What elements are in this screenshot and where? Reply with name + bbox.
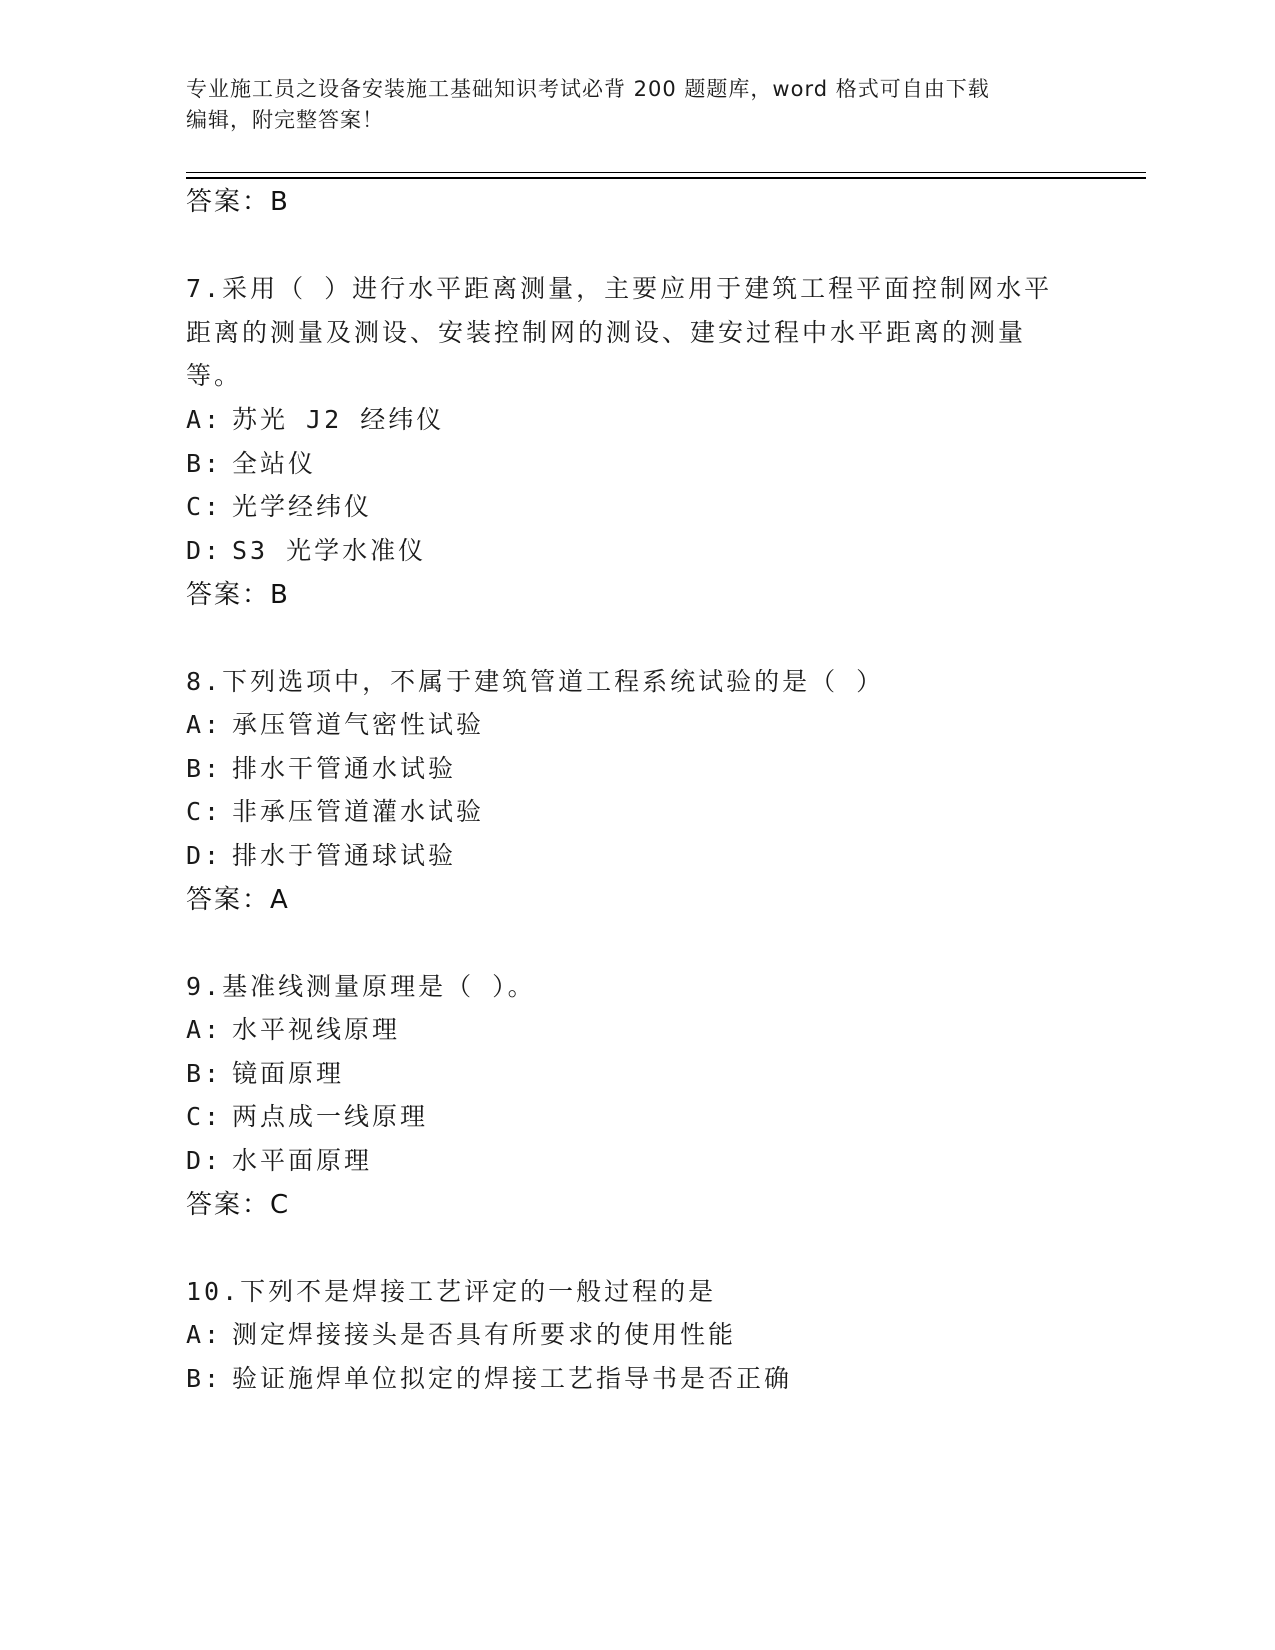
header-rule-bottom: [186, 177, 1146, 179]
question-8-option-d: [186, 841, 456, 871]
option-label: B:: [186, 754, 223, 783]
option-text: 排水干管通水试验: [232, 754, 457, 783]
question-8-stem-line-1: 8.下列选项中，不属于建筑管道工程系统试验的是（ ）: [186, 667, 885, 696]
option-text: 苏光 J2 经纬仪: [232, 405, 445, 434]
question-10-stem-line-1: 10.下列不是焊接工艺评定的一般过程的是: [186, 1277, 717, 1306]
header-rule-top: [186, 172, 1146, 173]
question-9-stem-line-1: 9.基准线测量原理是（ ）。: [186, 972, 536, 1001]
option-label: B:: [186, 449, 223, 478]
question-10-option-a: [186, 1320, 736, 1350]
option-label: C:: [186, 797, 223, 826]
question-8-option-a: [186, 710, 484, 740]
option-text: 两点成一线原理: [232, 1102, 429, 1131]
option-label: C:: [186, 1102, 223, 1131]
question-9-option-a: [186, 1015, 400, 1045]
question-7-option-b: [186, 449, 316, 479]
option-label: A:: [186, 710, 223, 739]
question-9-option-b: [186, 1059, 344, 1089]
option-text: 水平面原理: [232, 1146, 373, 1175]
option-text: 水平视线原理: [232, 1015, 401, 1044]
option-label: D:: [186, 1146, 223, 1175]
question-8-option-b: [186, 754, 456, 784]
question-9-option-c: [186, 1102, 428, 1132]
option-text: 全站仪: [232, 449, 317, 478]
document-header: [186, 74, 1066, 136]
question-9-option-d: [186, 1146, 372, 1176]
option-text: 测定焊接接头是否具有所要求的使用性能: [232, 1320, 737, 1349]
question-8-answer: 答案：A: [186, 885, 290, 915]
option-text: 承压管道气密性试验: [232, 710, 485, 739]
question-7-answer: 答案：B: [186, 580, 290, 610]
question-7-stem-line-2: 距离的测量及测设、安装控制网的测设、建安过程中水平距离的测量: [186, 318, 1027, 347]
option-label: D:: [186, 536, 223, 565]
option-label: A:: [186, 1320, 223, 1349]
header-line-1: 专业施工员之设备安装施工基础知识考试必背 200 题题库，word 格式可自由下载: [186, 77, 990, 101]
option-label: B:: [186, 1364, 223, 1393]
question-9-answer: 答案：C: [186, 1190, 291, 1220]
option-text: 镜面原理: [232, 1059, 345, 1088]
question-7-option-d: [186, 536, 426, 566]
question-10-option-b: [186, 1364, 792, 1394]
option-label: B:: [186, 1059, 223, 1088]
question-7-option-a: [186, 405, 444, 435]
question-7-stem-line-3: 等。: [186, 361, 243, 390]
question-8-option-c: [186, 797, 484, 827]
option-label: A:: [186, 1015, 223, 1044]
question-7-option-c: [186, 492, 372, 522]
option-label: D:: [186, 841, 223, 870]
option-text: 非承压管道灌水试验: [232, 797, 485, 826]
option-text: S3 光学水准仪: [232, 536, 427, 565]
header-line-2: 编辑，附完整答案！: [186, 108, 384, 132]
option-label: A:: [186, 405, 223, 434]
previous-answer: 答案：B: [186, 187, 290, 217]
option-text: 光学经纬仪: [232, 492, 373, 521]
option-text: 排水于管通球试验: [232, 841, 457, 870]
question-7-stem-line-1: 7.采用（ ）进行水平距离测量，主要应用于建筑工程平面控制网水平: [186, 274, 1053, 303]
option-text: 验证施焊单位拟定的焊接工艺指导书是否正确: [232, 1364, 793, 1393]
option-label: C:: [186, 492, 223, 521]
